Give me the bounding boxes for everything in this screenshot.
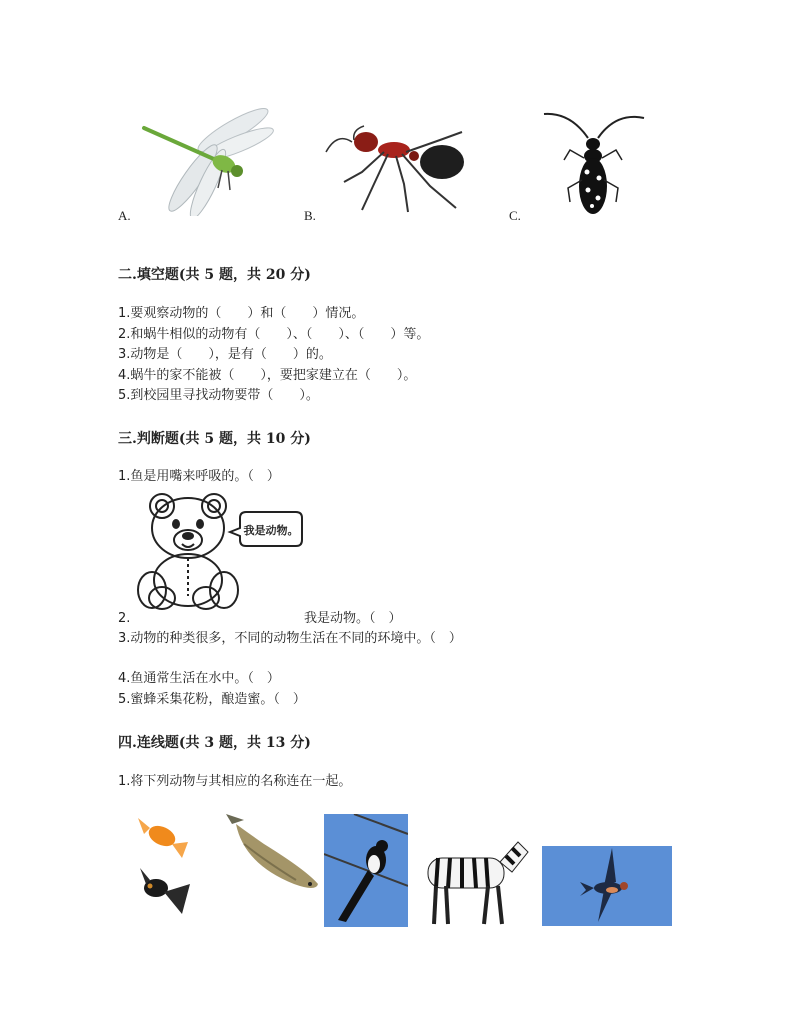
magpie-icon bbox=[324, 814, 408, 927]
section2-heading: 二.填空题(共 5 题，共 20 分) bbox=[118, 267, 311, 283]
ant-image bbox=[322, 122, 472, 216]
dragonfly-icon bbox=[138, 108, 274, 216]
ant-icon bbox=[322, 122, 472, 216]
zebra-icon bbox=[418, 838, 530, 926]
dragonfly-image bbox=[138, 108, 274, 216]
goldfish-icon bbox=[132, 814, 196, 924]
swallow-image bbox=[542, 846, 672, 926]
fill-blank-q3: 3.动物是（ ），是有（ ）的。 bbox=[118, 347, 332, 362]
bear-speech-text: 我是动物。 bbox=[243, 524, 299, 537]
zebra-image bbox=[418, 838, 530, 926]
option-c-label: C. bbox=[509, 208, 521, 223]
teddy-bear-image bbox=[132, 492, 304, 612]
judge-q3: 3.动物的种类很多，不同的动物生活在不同的环境中。（ ） bbox=[118, 631, 462, 646]
grass-carp-icon bbox=[224, 814, 320, 896]
section3-heading: 三.判断题(共 5 题，共 10 分) bbox=[118, 431, 311, 447]
fill-blank-q5: 5.到校园里寻找动物要带（ ）。 bbox=[118, 388, 319, 403]
judge-q5: 5.蜜蜂采集花粉，酿造蜜。（ ） bbox=[118, 692, 306, 707]
judge-q2-number: 2. bbox=[118, 611, 131, 626]
goldfish-image bbox=[132, 814, 196, 924]
longhorn-beetle-icon bbox=[540, 108, 646, 218]
option-a-label: A. bbox=[118, 208, 131, 223]
swallow-icon bbox=[542, 846, 672, 926]
judge-q1: 1.鱼是用嘴来呼吸的。（ ） bbox=[118, 469, 280, 484]
section4-heading: 四.连线题(共 3 题，共 13 分) bbox=[118, 735, 311, 751]
fill-blank-q1: 1.要观察动物的（ ）和（ ）情况。 bbox=[118, 306, 365, 321]
match-q1: 1.将下列动物与其相应的名称连在一起。 bbox=[118, 774, 352, 789]
beetle-image bbox=[540, 108, 646, 218]
teddy-bear-icon bbox=[132, 492, 304, 612]
fill-blank-q4: 4.蜗牛的家不能被（ ），要把家建立在（ ）。 bbox=[118, 368, 417, 383]
fill-blank-q2: 2.和蜗牛相似的动物有（ ）、（ ）、（ ）等。 bbox=[118, 327, 430, 342]
judge-q4: 4.鱼通常生活在水中。（ ） bbox=[118, 671, 280, 686]
magpie-image bbox=[324, 814, 408, 927]
option-b-label: B. bbox=[304, 208, 316, 223]
grass-carp-image bbox=[224, 814, 320, 896]
judge-q2-text: 我是动物。（ ） bbox=[304, 611, 402, 626]
